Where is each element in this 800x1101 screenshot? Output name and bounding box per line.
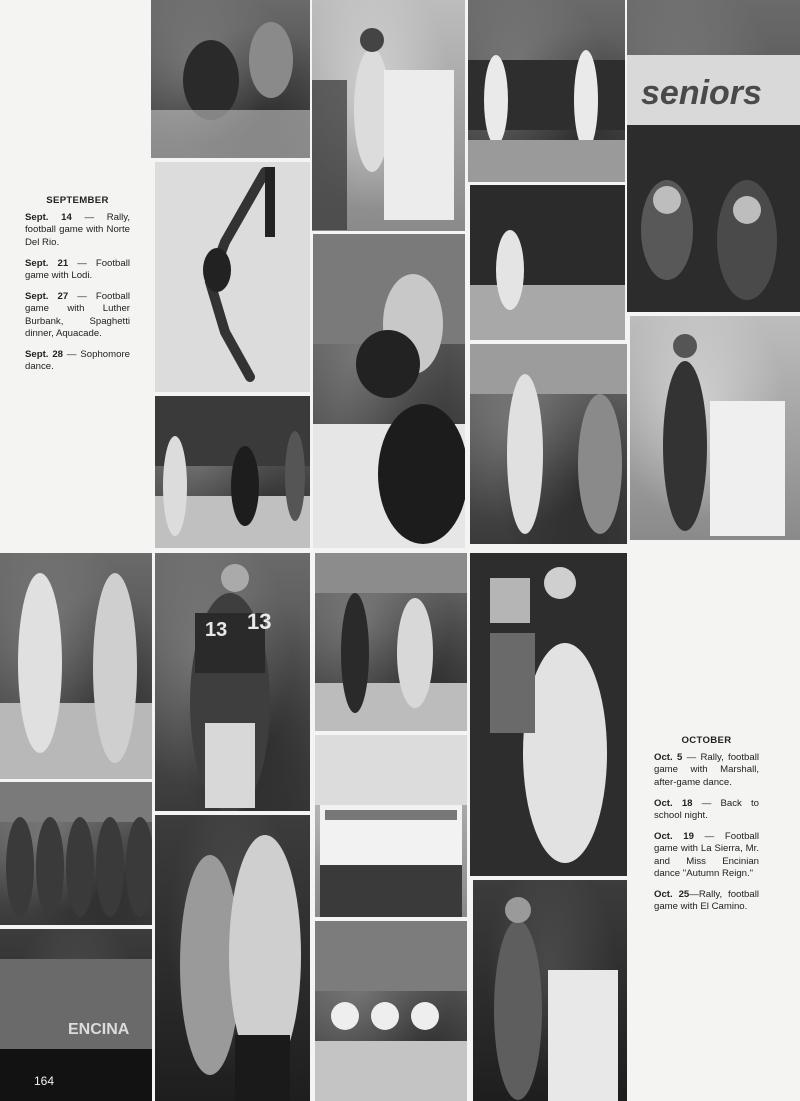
- calendar-entry: Oct. 19 — Football game with La Sierra, Mr. and Miss Encinian dance "Autumn Reign.": [654, 831, 759, 879]
- photo-football-team: [0, 782, 152, 925]
- calendar-entry: Sept. 14 — Rally, football game with Norte Del Rio.: [25, 212, 130, 248]
- calendar-entry: Sept. 21 — Football game with Lodi.: [25, 257, 130, 282]
- photo-couple-dancing: [155, 815, 310, 1101]
- calendar-entry: Oct. 5 — Rally, football game with Marshall, after-game dance.: [654, 752, 759, 788]
- photo-students-dancing: [470, 344, 627, 544]
- photo-boy-signing: [313, 234, 465, 548]
- photo-students-gym-floor: [315, 553, 467, 731]
- calendar-entry: Sept. 28 — Sophomore dance.: [25, 349, 130, 373]
- photo-diver: [155, 162, 310, 392]
- photo-stands-crowd: [0, 929, 152, 1101]
- photo-crowd-bleachers: [470, 185, 625, 340]
- photo-seniors-crowd: [627, 0, 800, 312]
- calendar-entry: Oct. 18 — Back to school night.: [654, 797, 759, 822]
- photo-girl-with-trophy: [470, 553, 627, 876]
- photo-handshake: [0, 553, 152, 779]
- photo-man-at-podium: [630, 316, 800, 540]
- photo-girl-at-podium: [312, 0, 465, 231]
- photo-band-performers: [155, 396, 310, 548]
- stands-banner-text: ENCINA: [68, 1021, 130, 1038]
- photo-students-at-table: [151, 0, 310, 158]
- seniors-banner-text: seniors: [641, 74, 762, 112]
- page-number: 164: [34, 1074, 55, 1088]
- photo-school-building: [315, 735, 467, 917]
- jersey-number-right: 13: [247, 609, 272, 634]
- calendar-entry: Sept. 27 — Football game with Luther Burbank, Spaghetti dinner, Aquacade.: [25, 291, 130, 339]
- photo-pompom-girls: [315, 921, 467, 1101]
- september-calendar: [25, 195, 130, 382]
- photo-speaker-at-podium: [473, 880, 627, 1101]
- photo-football-players-13: [155, 553, 310, 811]
- october-calendar: [654, 735, 759, 922]
- jersey-number-left: 13: [205, 619, 228, 641]
- october-heading: OCTOBER: [681, 735, 732, 746]
- september-heading: SEPTEMBER: [46, 195, 109, 206]
- calendar-entry: Oct. 25—Rally, football game with El Camino.: [654, 889, 759, 913]
- photo-cheerleaders-gym: [468, 0, 625, 182]
